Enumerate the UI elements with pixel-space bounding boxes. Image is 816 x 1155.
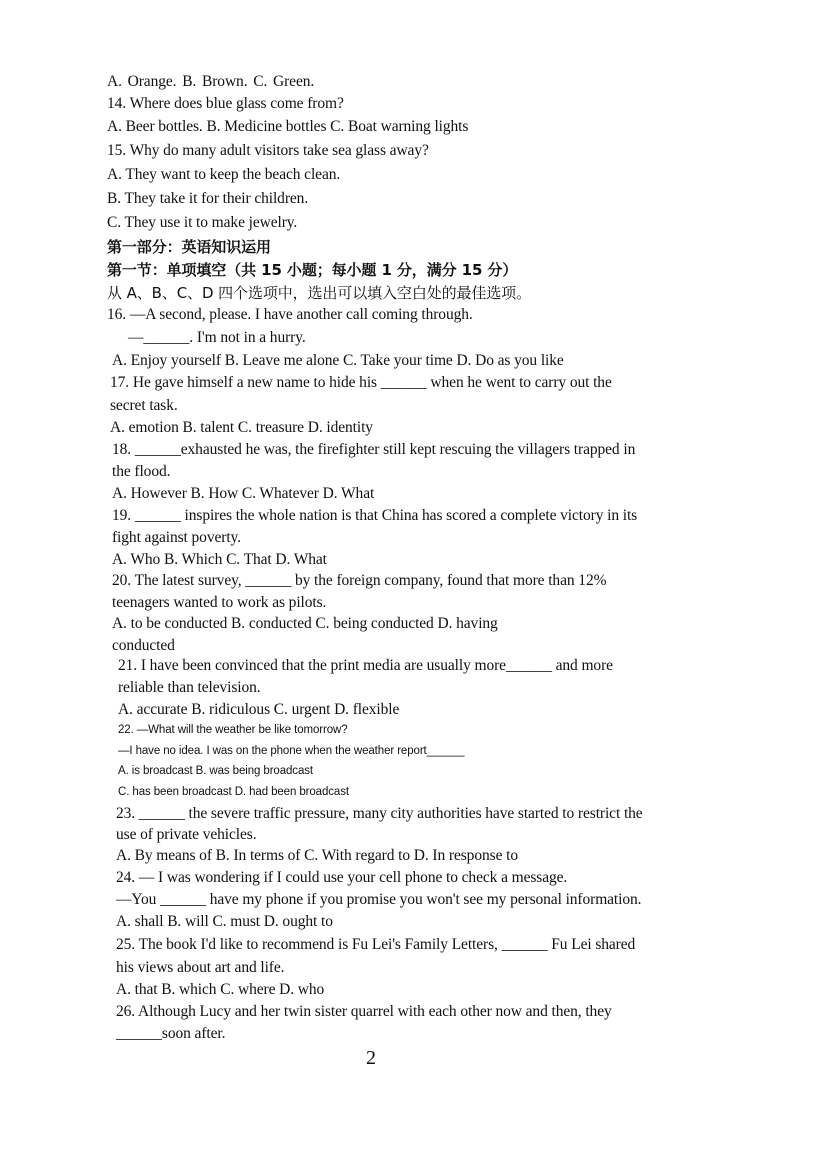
- q25-options: A. that B. which C. where D. who: [116, 981, 325, 998]
- q23-question: 23. ______ the severe traffic pressure, many city authorities have started to restrict the: [116, 805, 643, 822]
- q16-question: 16. —A second, please. I have another call coming through.: [107, 306, 473, 323]
- q23-question-cont: use of private vehicles.: [116, 826, 257, 843]
- part-heading: 第一部分：英语知识运用: [107, 238, 271, 256]
- q18-question-cont: the flood.: [112, 463, 171, 480]
- q26-question: 26. Although Lucy and her twin sister quarrel with each other now and then, they: [116, 1003, 612, 1020]
- page-number: 2: [366, 1047, 376, 1069]
- q19-options: A. Who B. Which C. That D. What: [112, 551, 327, 568]
- q14-options: A. Beer bottles. B. Medicine bottles C. Boat warning lights: [107, 118, 469, 135]
- q26-question-cont: ______soon after.: [116, 1025, 226, 1042]
- q22-options-cd: C. has been broadcast D. had been broadcast: [118, 786, 349, 798]
- q25-question: 25. The book I'd like to recommend is Fu Lei's Family Letters, ______ Fu Lei shared: [116, 936, 636, 953]
- q21-question-cont: reliable than television.: [118, 679, 261, 696]
- q15-option-c: C. They use it to make jewelry.: [107, 214, 298, 231]
- q17-question-cont: secret task.: [110, 397, 178, 414]
- q15-option-a: A. They want to keep the beach clean.: [107, 166, 341, 183]
- q20-question: 20. The latest survey, ______ by the foreign company, found that more than 12%: [112, 572, 607, 589]
- q19-question-cont: fight against poverty.: [112, 529, 241, 546]
- section-heading: 第一节：单项填空（共 15 小题；每小题 1 分，满分 15 分）: [107, 261, 518, 279]
- q17-options: A. emotion B. talent C. treasure D. identity: [110, 419, 373, 436]
- q18-options: A. However B. How C. Whatever D. What: [112, 485, 375, 502]
- q19-question: 19. ______ inspires the whole nation is that China has scored a complete victory in its: [112, 507, 638, 524]
- q14-question: 14. Where does blue glass come from?: [107, 95, 344, 112]
- q16-reply: —______. I'm not in a hurry.: [128, 329, 306, 346]
- q20-options: A. to be conducted B. conducted C. being conducted D. having: [112, 615, 498, 632]
- q15-option-b: B. They take it for their children.: [107, 190, 309, 207]
- q18-question: 18. ______exhausted he was, the firefighter still kept rescuing the villagers trapped in: [112, 441, 636, 458]
- q22-reply: —I have no idea. I was on the phone when the weather report______: [118, 745, 465, 757]
- q24-question: 24. — I was wondering if I could use your cell phone to check a message.: [116, 869, 568, 886]
- section-instructions: 从 A、B、C、D 四个选项中，选出可以填入空白处的最佳选项。: [107, 284, 532, 302]
- q24-reply: —You ______ have my phone if you promise you won't see my personal information.: [116, 891, 642, 908]
- q16-options: A. Enjoy yourself B. Leave me alone C. Take your time D. Do as you like: [112, 352, 564, 369]
- q24-options: A. shall B. will C. must D. ought to: [116, 913, 333, 930]
- q25-question-cont: his views about art and life.: [116, 959, 285, 976]
- q21-question: 21. I have been convinced that the print media are usually more______ and more: [118, 657, 613, 674]
- q22-question: 22. —What will the weather be like tomorrow?: [118, 724, 348, 736]
- q20-options-cont: conducted: [112, 637, 175, 654]
- q20-question-cont: teenagers wanted to work as pilots.: [112, 594, 327, 611]
- q23-options: A. By means of B. In terms of C. With regard to D. In response to: [116, 847, 518, 864]
- q17-question: 17. He gave himself a new name to hide his ______ when he went to carry out the: [110, 374, 612, 391]
- q13-options: A. Orange. B. Brown. C. Green.: [107, 73, 315, 90]
- q22-options-ab: A. is broadcast B. was being broadcast: [118, 765, 314, 777]
- q21-options: A. accurate B. ridiculous C. urgent D. flexible: [118, 701, 400, 718]
- q15-question: 15. Why do many adult visitors take sea glass away?: [107, 142, 429, 159]
